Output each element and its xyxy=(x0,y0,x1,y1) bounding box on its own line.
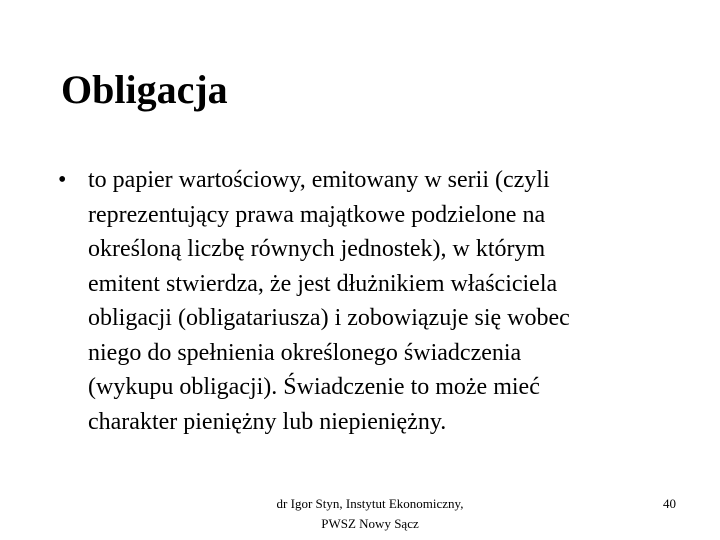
bullet-line: charakter pieniężny lub niepieniężny. xyxy=(88,408,447,435)
bullet-line: (wykupu obligacji). Świadczenie to może mieć xyxy=(88,374,540,400)
bullet-item xyxy=(58,163,668,439)
bullet-line: określoną liczbę równych jednostek), w którym xyxy=(88,236,546,262)
slide-title: Obligacja xyxy=(61,67,228,112)
bullet-line: obligacji (obligatariusza) i zobowiązuje się wobec xyxy=(88,305,570,331)
page-number: 40 xyxy=(663,496,676,511)
bullet-line: reprezentujący prawa majątkowe podzielone na xyxy=(88,201,546,228)
footer-credit-line: dr Igor Styn, Instytut Ekonomiczny, xyxy=(276,496,464,511)
bullet-line: emitent stwierdza, że jest dłużnikiem właściciela xyxy=(88,270,558,297)
bullet-text xyxy=(88,163,668,439)
footer-credit xyxy=(240,494,500,534)
bullet-icon: • xyxy=(58,167,67,193)
bullet-line: niego do spełnienia określonego świadczenia xyxy=(88,339,522,366)
bullet-line: to papier wartościowy, emitowany w serii (czyli xyxy=(88,167,550,193)
footer-credit-line: PWSZ Nowy Sącz xyxy=(321,516,419,531)
